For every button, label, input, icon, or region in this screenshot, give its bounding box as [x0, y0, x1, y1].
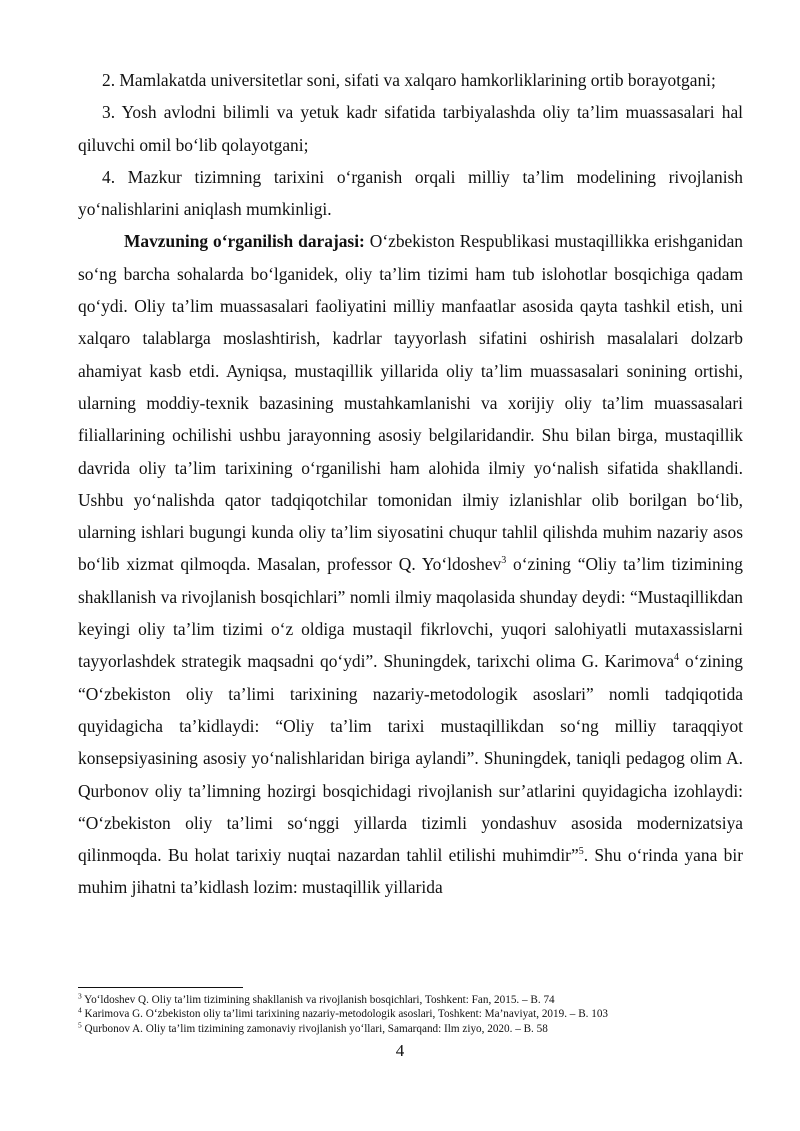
footnote-divider	[78, 987, 243, 988]
paragraph-text: . Shu o‘rinda yana bir muhim jihatni ta’kidlash lozim: mustaqillik yillarida	[78, 845, 743, 898]
footnote-text: Qurbonov A. Oliy ta’lim tizimining zamonaviy rivojlanish yo‘llari, Samarqand: Ilm ziyo, 2020. – B. 58	[81, 1022, 548, 1035]
footnote-text: Yo‘ldoshev Q. Oliy ta’lim tizimining shakllanish va rivojlanish bosqichlari, Toshkent: Fan, 2015. – B. 74	[81, 994, 555, 1006]
footnote-reference: 4	[674, 652, 680, 664]
list-item: 2. Mamlakatda universitetlar soni, sifati va xalqaro hamkorliklarining ortib borayotgani;	[102, 70, 716, 90]
footnote-number: 3	[78, 991, 82, 1001]
body-text	[78, 64, 743, 904]
footnote-number: 4	[78, 1005, 82, 1015]
paragraph-text: O‘zbekiston Respublikasi mustaqillikka erishganidan so‘ng barcha sohalarda bo‘lganidek, oliy ta’lim tizimi ham tub islohotlar bosqichiga qadam qo‘ydi. Oliy ta’lim muassasalari faoliyatini milliy manfaatlar asosida qayta tashkil etish, uni xalqaro talablarga moslashtirish, kadrlar tayyorlash sifatini oshirish masalalari dolzarb ahamiyat kasb etdi. Ayniqsa, mustaqillik yillarida oliy ta’lim muassasalari sonining ortishi, ularning moddiy-texnik bazasining mustahkamlanishi va xorijiy oliy ta’lim muassasalari filiallarining ochilishi ushbu jarayonning asosiy belgilaridandir. Shu bilan birga, mustaqillik davrida oliy ta’lim tarixining o‘rganilishi ham alohida ilmiy yo‘nalish sifatida shakllandi. Ushbu yo‘nalishda qator tadqiqotchilar tomonidan ilmiy izlanishlar olib borilgan bo‘lib, ularning ishlari bugungi kunda oliy ta’lim siyosatini chuqur tahlil qilishda muhim nazariy asos bo‘lib xizmat qilmoqda. Masalan, professor Q. Yo‘ldoshev	[78, 231, 743, 575]
footnote-text: Karimova G. O‘zbekiston oliy ta’limi tarixining nazariy-metodologik asoslari, Toshkent: Ma’naviyat, 2019. – B. 103	[81, 1008, 609, 1021]
footnote	[78, 993, 758, 1007]
paragraph-text: o‘zining “O‘zbekiston oliy ta’limi tarixining nazariy-metodologik asoslari” nomli tadqiqotida quyidagicha ta’kidlaydi: “Oliy ta’lim tarixi mustaqillikdan so‘ng milliy taraqqiyot konsepsiyasining asosiy yo‘nalishlaridan biriga aylandi”. Shuningdek, taniqli pedagog olim A. Qurbonov oliy ta’limning hozirgi bosqichidagi rivojlanish sur’atlarini quyidagicha izohlaydi: “O‘zbekiston oliy ta’limi so‘nggi yillarda tizimli yondashuv asosida modernizatsiya qilinmoqda. Bu holat tarixiy nuqtai nazardan tahlil etilishi muhimdir”	[78, 651, 743, 866]
page-number: 4	[395, 1041, 405, 1060]
main-paragraph	[78, 225, 743, 903]
paragraph-text: o‘zining “Oliy ta’lim tizimining shakllanish va rivojlanish bosqichlari” nomli ilmiy maqolasida shunday deydi: “Mustaqillikdan keyingi oliy ta’lim tizimi o‘z oldiga mustaqil fikrlovchi, yuqori salohiyatli mutaxassislarni tayyorlashdek strategik maqsadni qo‘ydi”. Shuningdek, tarixchi olima G. Karimova	[78, 554, 743, 672]
list-item: 3. Yosh avlodni bilimli va yetuk kadr sifatida tarbiyalashda oliy ta’lim muassasalari hal qiluvchi omil bo‘lib qolayotgani;	[78, 102, 743, 155]
footnote	[78, 1007, 758, 1021]
footnote	[78, 1019, 758, 1036]
footnote-reference: 3	[501, 555, 507, 567]
footnote-reference: 5	[578, 846, 584, 858]
footnote-number: 5	[78, 1019, 82, 1029]
list-item: 4. Mazkur tizimning tarixini o‘rganish orqali milliy ta’lim modelining rivojlanish yo‘nalishlarini aniqlash mumkinligi.	[78, 166, 743, 220]
footnotes	[78, 993, 758, 1036]
section-heading: Mavzuning o‘rganilish darajasi:	[124, 231, 365, 252]
